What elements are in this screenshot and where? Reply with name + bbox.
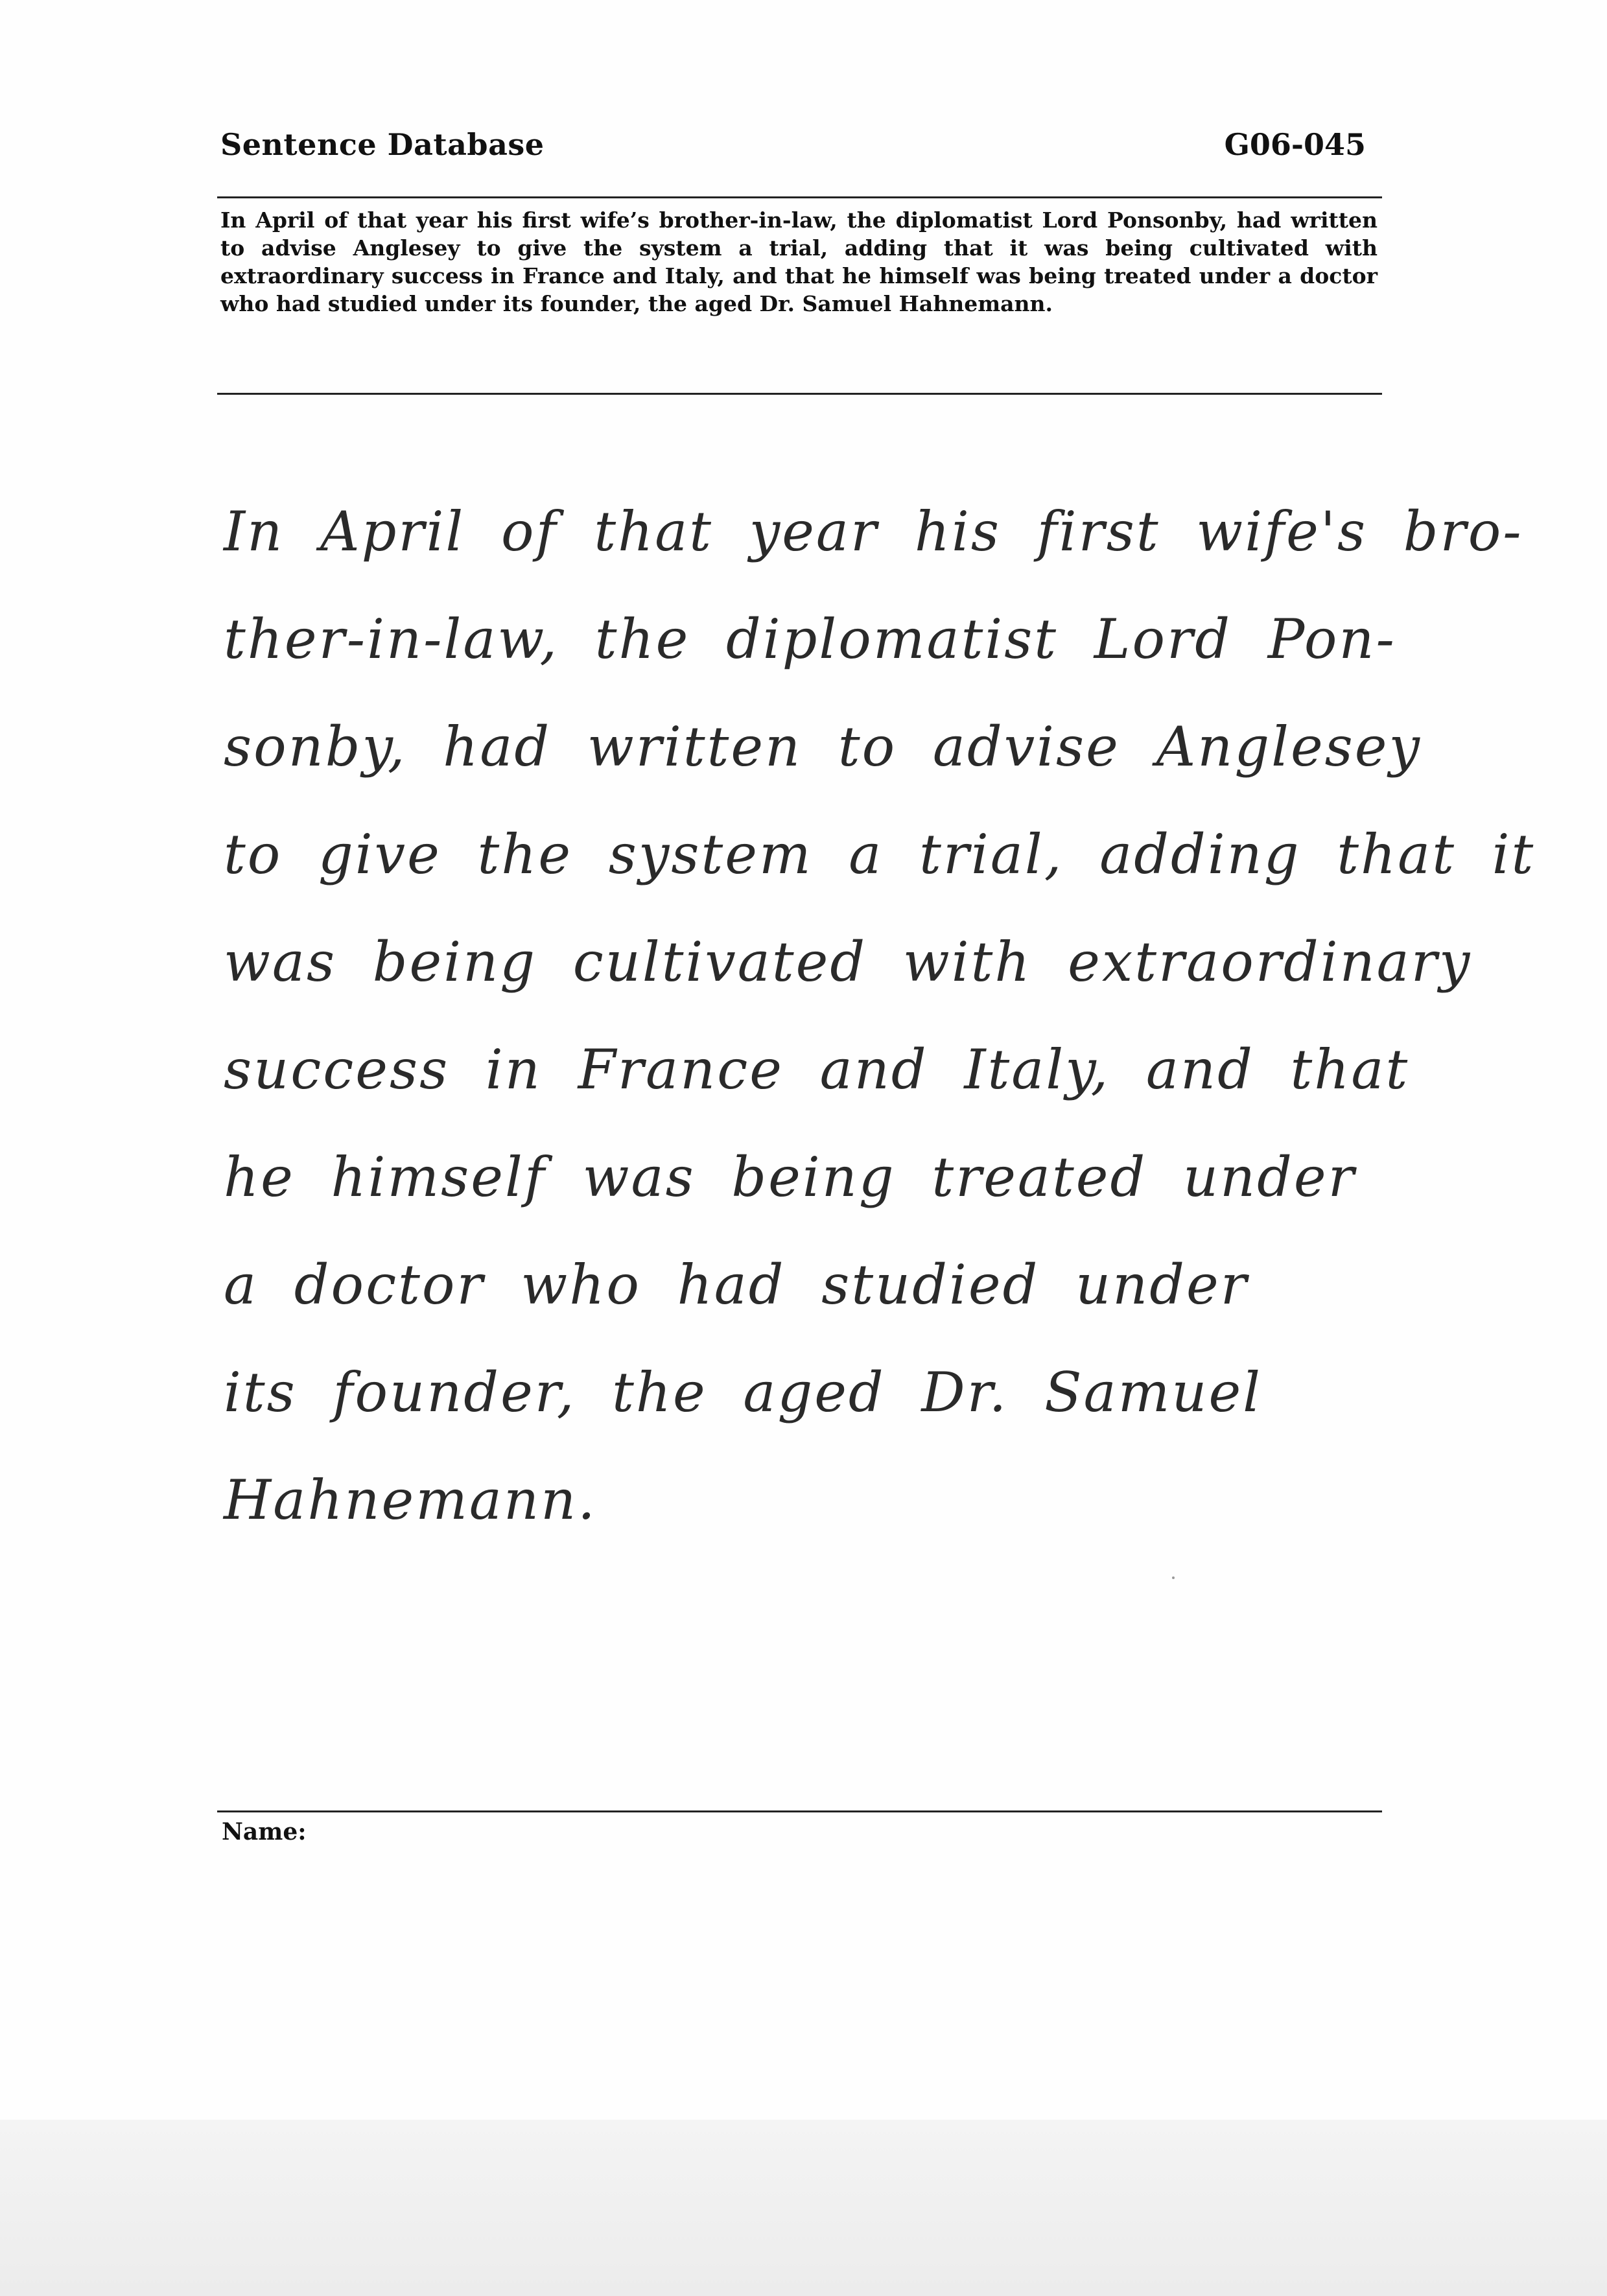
handwritten-text-area <box>224 483 1536 1559</box>
handwritten-line: was being cultivated with extraordinary <box>224 930 1472 994</box>
scan-background-shade <box>0 2120 1607 2296</box>
name-label: Name: <box>222 1818 307 1845</box>
top-rule <box>217 196 1382 198</box>
printed-prompt-text: In April of that year his first wife’s brother-in-law, the diplomatist Lord Ponsonby, had written to advise Anglesey to give the system a trial, adding that it was being cultivated with extraordinary success in France and Italy, and that he himself was being treated under a doctor who had studied under its founder, the aged Dr. Samuel Hahnemann. <box>220 207 1378 316</box>
prompt-bottom-rule <box>217 393 1382 395</box>
handwritten-line: ther-in-law, the diplomatist Lord Pon- <box>224 607 1396 671</box>
handwritten-line: its founder, the aged Dr. Samuel <box>224 1361 1263 1424</box>
handwritten-line: Hahnemann. <box>224 1468 597 1532</box>
database-title: Sentence Database <box>220 127 545 162</box>
form-id: G06-045 <box>1224 127 1366 162</box>
handwritten-line: a doctor who had studied under <box>224 1253 1249 1317</box>
handwritten-line: sonby, had written to advise Anglesey <box>224 715 1422 779</box>
stray-mark <box>1172 1576 1175 1579</box>
handwritten-line: success in France and Italy, and that <box>224 1038 1410 1101</box>
name-rule <box>217 1810 1382 1812</box>
handwritten-line: he himself was being treated under <box>224 1145 1356 1209</box>
handwritten-line: In April of that year his first wife's bro- <box>224 500 1523 563</box>
handwritten-line: to give the system a trial, adding that it <box>224 823 1536 886</box>
